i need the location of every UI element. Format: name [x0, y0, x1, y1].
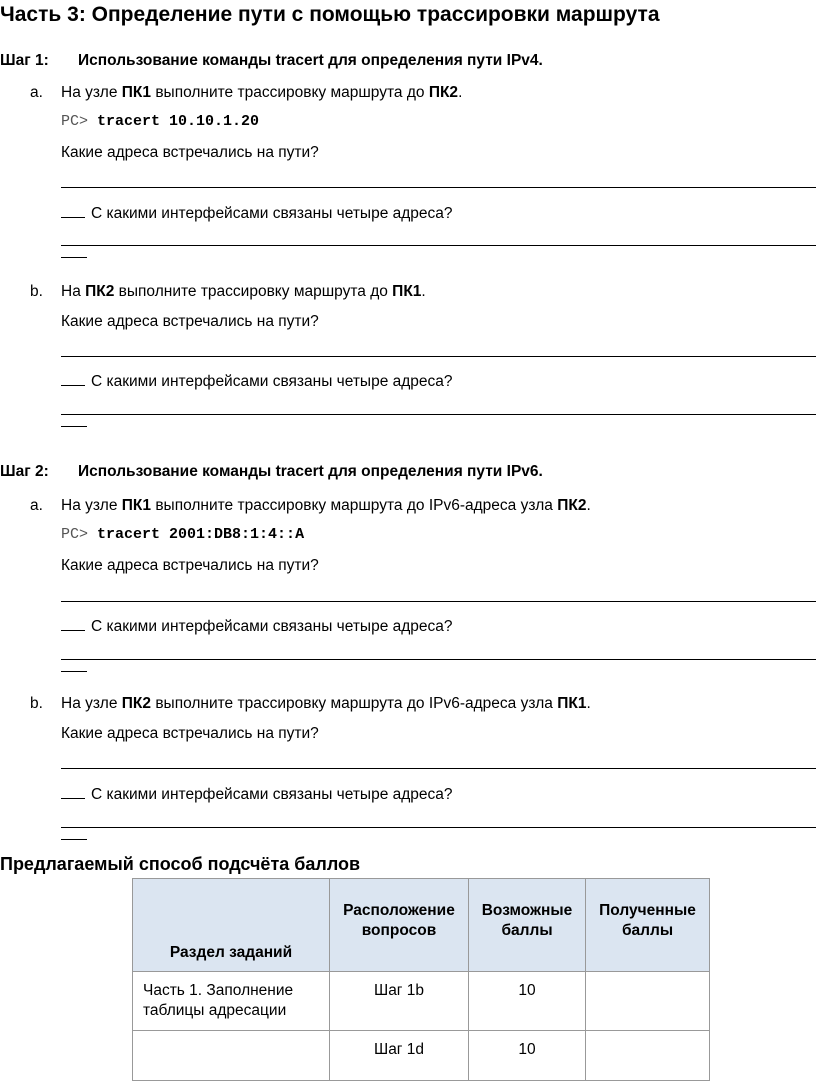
- item-marker: a.: [30, 84, 43, 101]
- answer-blank[interactable]: [61, 203, 85, 218]
- step-1-heading: [0, 52, 543, 70]
- answer-line[interactable]: [61, 356, 816, 357]
- question-text: С какими интерфейсами связаны четыре адреса?: [91, 618, 453, 635]
- command-text: tracert 10.10.1.20: [97, 113, 260, 130]
- table-cell: Шаг 1d: [330, 1031, 469, 1081]
- command-text: tracert 2001:DB8:1:4::A: [97, 526, 305, 543]
- step-1-label: Шаг 1:: [0, 52, 49, 69]
- table-row: [133, 972, 710, 1031]
- host-name: ПК1: [557, 695, 587, 712]
- table-row: [133, 1031, 710, 1081]
- question-addresses: Какие адреса встречались на пути?: [61, 725, 319, 742]
- column-header: Полученные баллы: [586, 879, 710, 972]
- step-1a-instruction: [30, 84, 462, 102]
- instruction-text: .: [421, 283, 426, 300]
- answer-line[interactable]: [61, 659, 816, 660]
- table-header-row: [133, 879, 710, 972]
- answer-blank[interactable]: [61, 784, 85, 799]
- instruction-text: выполните трассировку маршрута до IPv6-адреса узла: [151, 695, 558, 712]
- column-header: Расположение вопросов: [330, 879, 469, 972]
- host-name: ПК1: [392, 283, 422, 300]
- command-line: [61, 113, 259, 130]
- question-text: С какими интерфейсами связаны четыре адреса?: [91, 786, 453, 803]
- question-interfaces: [61, 616, 453, 636]
- step-2-title: Использование команды tracert для определения пути IPv6.: [78, 463, 543, 480]
- answer-line[interactable]: [61, 187, 816, 188]
- step-2-label: Шаг 2:: [0, 463, 49, 480]
- host-name: ПК2: [557, 497, 587, 514]
- item-marker: b.: [30, 283, 43, 300]
- answer-line[interactable]: [61, 245, 816, 246]
- item-marker: b.: [30, 695, 43, 712]
- table-cell: Шаг 1b: [330, 972, 469, 1031]
- question-interfaces: [61, 203, 453, 223]
- part-title: Часть 3: Определение пути с помощью трассировки маршрута: [0, 3, 660, 26]
- answer-line[interactable]: [61, 827, 816, 828]
- step-1-title: Использование команды tracert для определения пути IPv4.: [78, 52, 543, 69]
- instruction-text: выполните трассировку маршрута до: [114, 283, 393, 300]
- instruction-text: На узле: [61, 695, 122, 712]
- question-addresses: Какие адреса встречались на пути?: [61, 313, 319, 330]
- question-addresses: Какие адреса встречались на пути?: [61, 557, 319, 574]
- host-name: ПК1: [121, 84, 152, 101]
- item-marker: a.: [30, 497, 43, 514]
- scoring-title: Предлагаемый способ подсчёта баллов: [0, 854, 361, 874]
- answer-blank[interactable]: [61, 616, 85, 631]
- question-addresses: Какие адреса встречались на пути?: [61, 144, 319, 161]
- answer-blank[interactable]: [61, 839, 87, 840]
- instruction-text: .: [586, 497, 591, 514]
- column-header: Возможные баллы: [469, 879, 586, 972]
- table-cell: Часть 1. Заполнение таблицы адресации: [133, 972, 330, 1031]
- answer-line[interactable]: [61, 601, 816, 602]
- question-interfaces: [61, 784, 453, 804]
- host-name: ПК2: [428, 84, 459, 101]
- column-header: Раздел заданий: [133, 879, 330, 972]
- table-cell: 10: [469, 972, 586, 1031]
- instruction-text: На узле: [61, 84, 122, 101]
- answer-blank[interactable]: [61, 371, 85, 386]
- question-text: С какими интерфейсами связаны четыре адреса?: [91, 373, 453, 390]
- answer-blank[interactable]: [61, 257, 87, 258]
- instruction-text: На узле: [61, 497, 122, 514]
- answer-line[interactable]: [61, 768, 816, 769]
- host-name: ПК2: [121, 695, 152, 712]
- host-name: ПК2: [85, 283, 115, 300]
- table-cell: 10: [469, 1031, 586, 1081]
- command-line: [61, 526, 304, 543]
- question-text: С какими интерфейсами связаны четыре адреса?: [91, 205, 453, 222]
- command-prompt: PC>: [61, 526, 89, 543]
- answer-line[interactable]: [61, 414, 816, 415]
- instruction-text: выполните трассировку маршрута до IPv6-адреса узла: [151, 497, 558, 514]
- step-1b-instruction: [30, 283, 426, 301]
- command-prompt: PC>: [61, 113, 89, 130]
- scoring-table: [132, 878, 710, 1081]
- instruction-text: На: [61, 283, 86, 300]
- host-name: ПК1: [121, 497, 152, 514]
- step-2a-instruction: [30, 497, 591, 515]
- table-cell: [133, 1031, 330, 1081]
- instruction-text: .: [586, 695, 591, 712]
- answer-blank[interactable]: [61, 671, 87, 672]
- instruction-text: .: [458, 84, 463, 101]
- step-2-heading: [0, 463, 543, 481]
- step-2b-instruction: [30, 695, 591, 713]
- table-cell[interactable]: [586, 1031, 710, 1081]
- instruction-text: выполните трассировку маршрута до: [151, 84, 429, 101]
- question-interfaces: [61, 371, 453, 391]
- table-cell[interactable]: [586, 972, 710, 1031]
- answer-blank[interactable]: [61, 426, 87, 427]
